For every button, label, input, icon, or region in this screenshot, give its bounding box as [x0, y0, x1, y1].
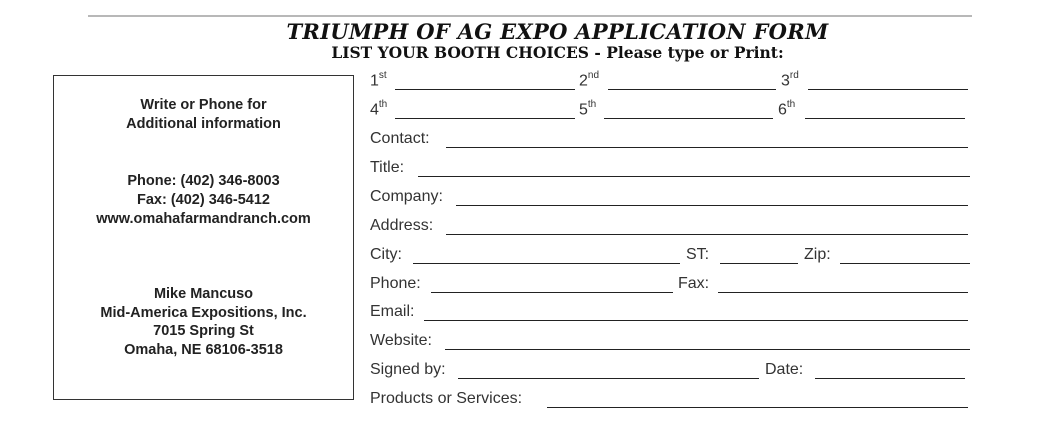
booth-choice-4-label: 4th	[370, 98, 388, 118]
top-divider	[88, 15, 972, 17]
company-row	[370, 184, 970, 210]
title-field[interactable]	[418, 176, 970, 177]
address-label: Address:	[370, 217, 434, 234]
booth-choice-5-label: 5th	[579, 98, 597, 118]
signature-field[interactable]	[458, 378, 759, 379]
address-row	[370, 213, 970, 239]
booth-choice-3-field[interactable]	[808, 89, 968, 90]
state-label: ST:	[686, 246, 710, 263]
state-field[interactable]	[720, 263, 798, 264]
phone-label: Phone:	[370, 275, 421, 292]
info-street: 7015 Spring St	[153, 323, 254, 339]
city-label: City:	[370, 246, 402, 263]
address-field[interactable]	[446, 234, 968, 235]
products-label: Products or Services:	[370, 390, 523, 407]
city-field[interactable]	[413, 263, 680, 264]
signed-by-label: Signed by:	[370, 361, 446, 378]
company-field[interactable]	[456, 205, 968, 206]
booth-choice-3-label: 3rd	[781, 69, 799, 89]
contact-info-box	[53, 75, 354, 400]
info-heading-line-1: Write or Phone for	[140, 97, 267, 113]
phone-fax-row	[370, 271, 970, 297]
products-row	[370, 386, 970, 412]
form-subtitle: LIST YOUR BOOTH CHOICES - Please type or Print:	[331, 43, 784, 62]
website-row	[370, 328, 970, 354]
info-phone: Phone: (402) 346-8003	[127, 173, 280, 189]
booth-choice-5-field[interactable]	[604, 118, 773, 119]
fax-field[interactable]	[718, 292, 968, 293]
website-label: Website:	[370, 332, 432, 349]
phone-field[interactable]	[431, 292, 673, 293]
booth-choice-4-field[interactable]	[395, 118, 575, 119]
email-field[interactable]	[424, 320, 968, 321]
fax-label: Fax:	[678, 275, 710, 292]
city-state-zip-row	[370, 242, 970, 268]
date-field[interactable]	[815, 378, 965, 379]
website-field[interactable]	[445, 349, 970, 350]
title-label: Title:	[370, 159, 405, 176]
booth-choice-6-label: 6th	[778, 98, 796, 118]
zip-field[interactable]	[840, 263, 970, 264]
info-fax: Fax: (402) 346-5412	[137, 192, 270, 208]
booth-choice-2-field[interactable]	[608, 89, 776, 90]
email-row	[370, 299, 970, 325]
info-city-line: Omaha, NE 68106-3518	[124, 342, 283, 358]
signature-date-row	[370, 357, 970, 383]
booth-choice-1-label: 1st	[370, 69, 387, 89]
booth-choice-6-field[interactable]	[805, 118, 965, 119]
booth-choice-1-field[interactable]	[395, 89, 575, 90]
email-label: Email:	[370, 303, 415, 320]
form-title: TRIUMPH OF AG EXPO APPLICATION FORM	[286, 19, 829, 44]
booth-choices-row-2	[370, 97, 970, 123]
info-heading-line-2: Additional information	[126, 116, 281, 132]
booth-choices-row-1	[370, 68, 970, 94]
booth-choice-2-label: 2nd	[579, 69, 600, 89]
info-website[interactable]: www.omahafarmandranch.com	[96, 211, 311, 227]
contact-row	[370, 126, 970, 152]
products-field[interactable]	[547, 407, 968, 408]
contact-field[interactable]	[446, 147, 968, 148]
contact-label: Contact:	[370, 130, 430, 147]
zip-label: Zip:	[804, 246, 831, 263]
date-label: Date:	[765, 361, 804, 378]
title-row	[370, 155, 970, 181]
company-label: Company:	[370, 188, 443, 205]
info-company: Mid-America Expositions, Inc.	[100, 305, 307, 321]
info-contact-name: Mike Mancuso	[153, 286, 254, 302]
